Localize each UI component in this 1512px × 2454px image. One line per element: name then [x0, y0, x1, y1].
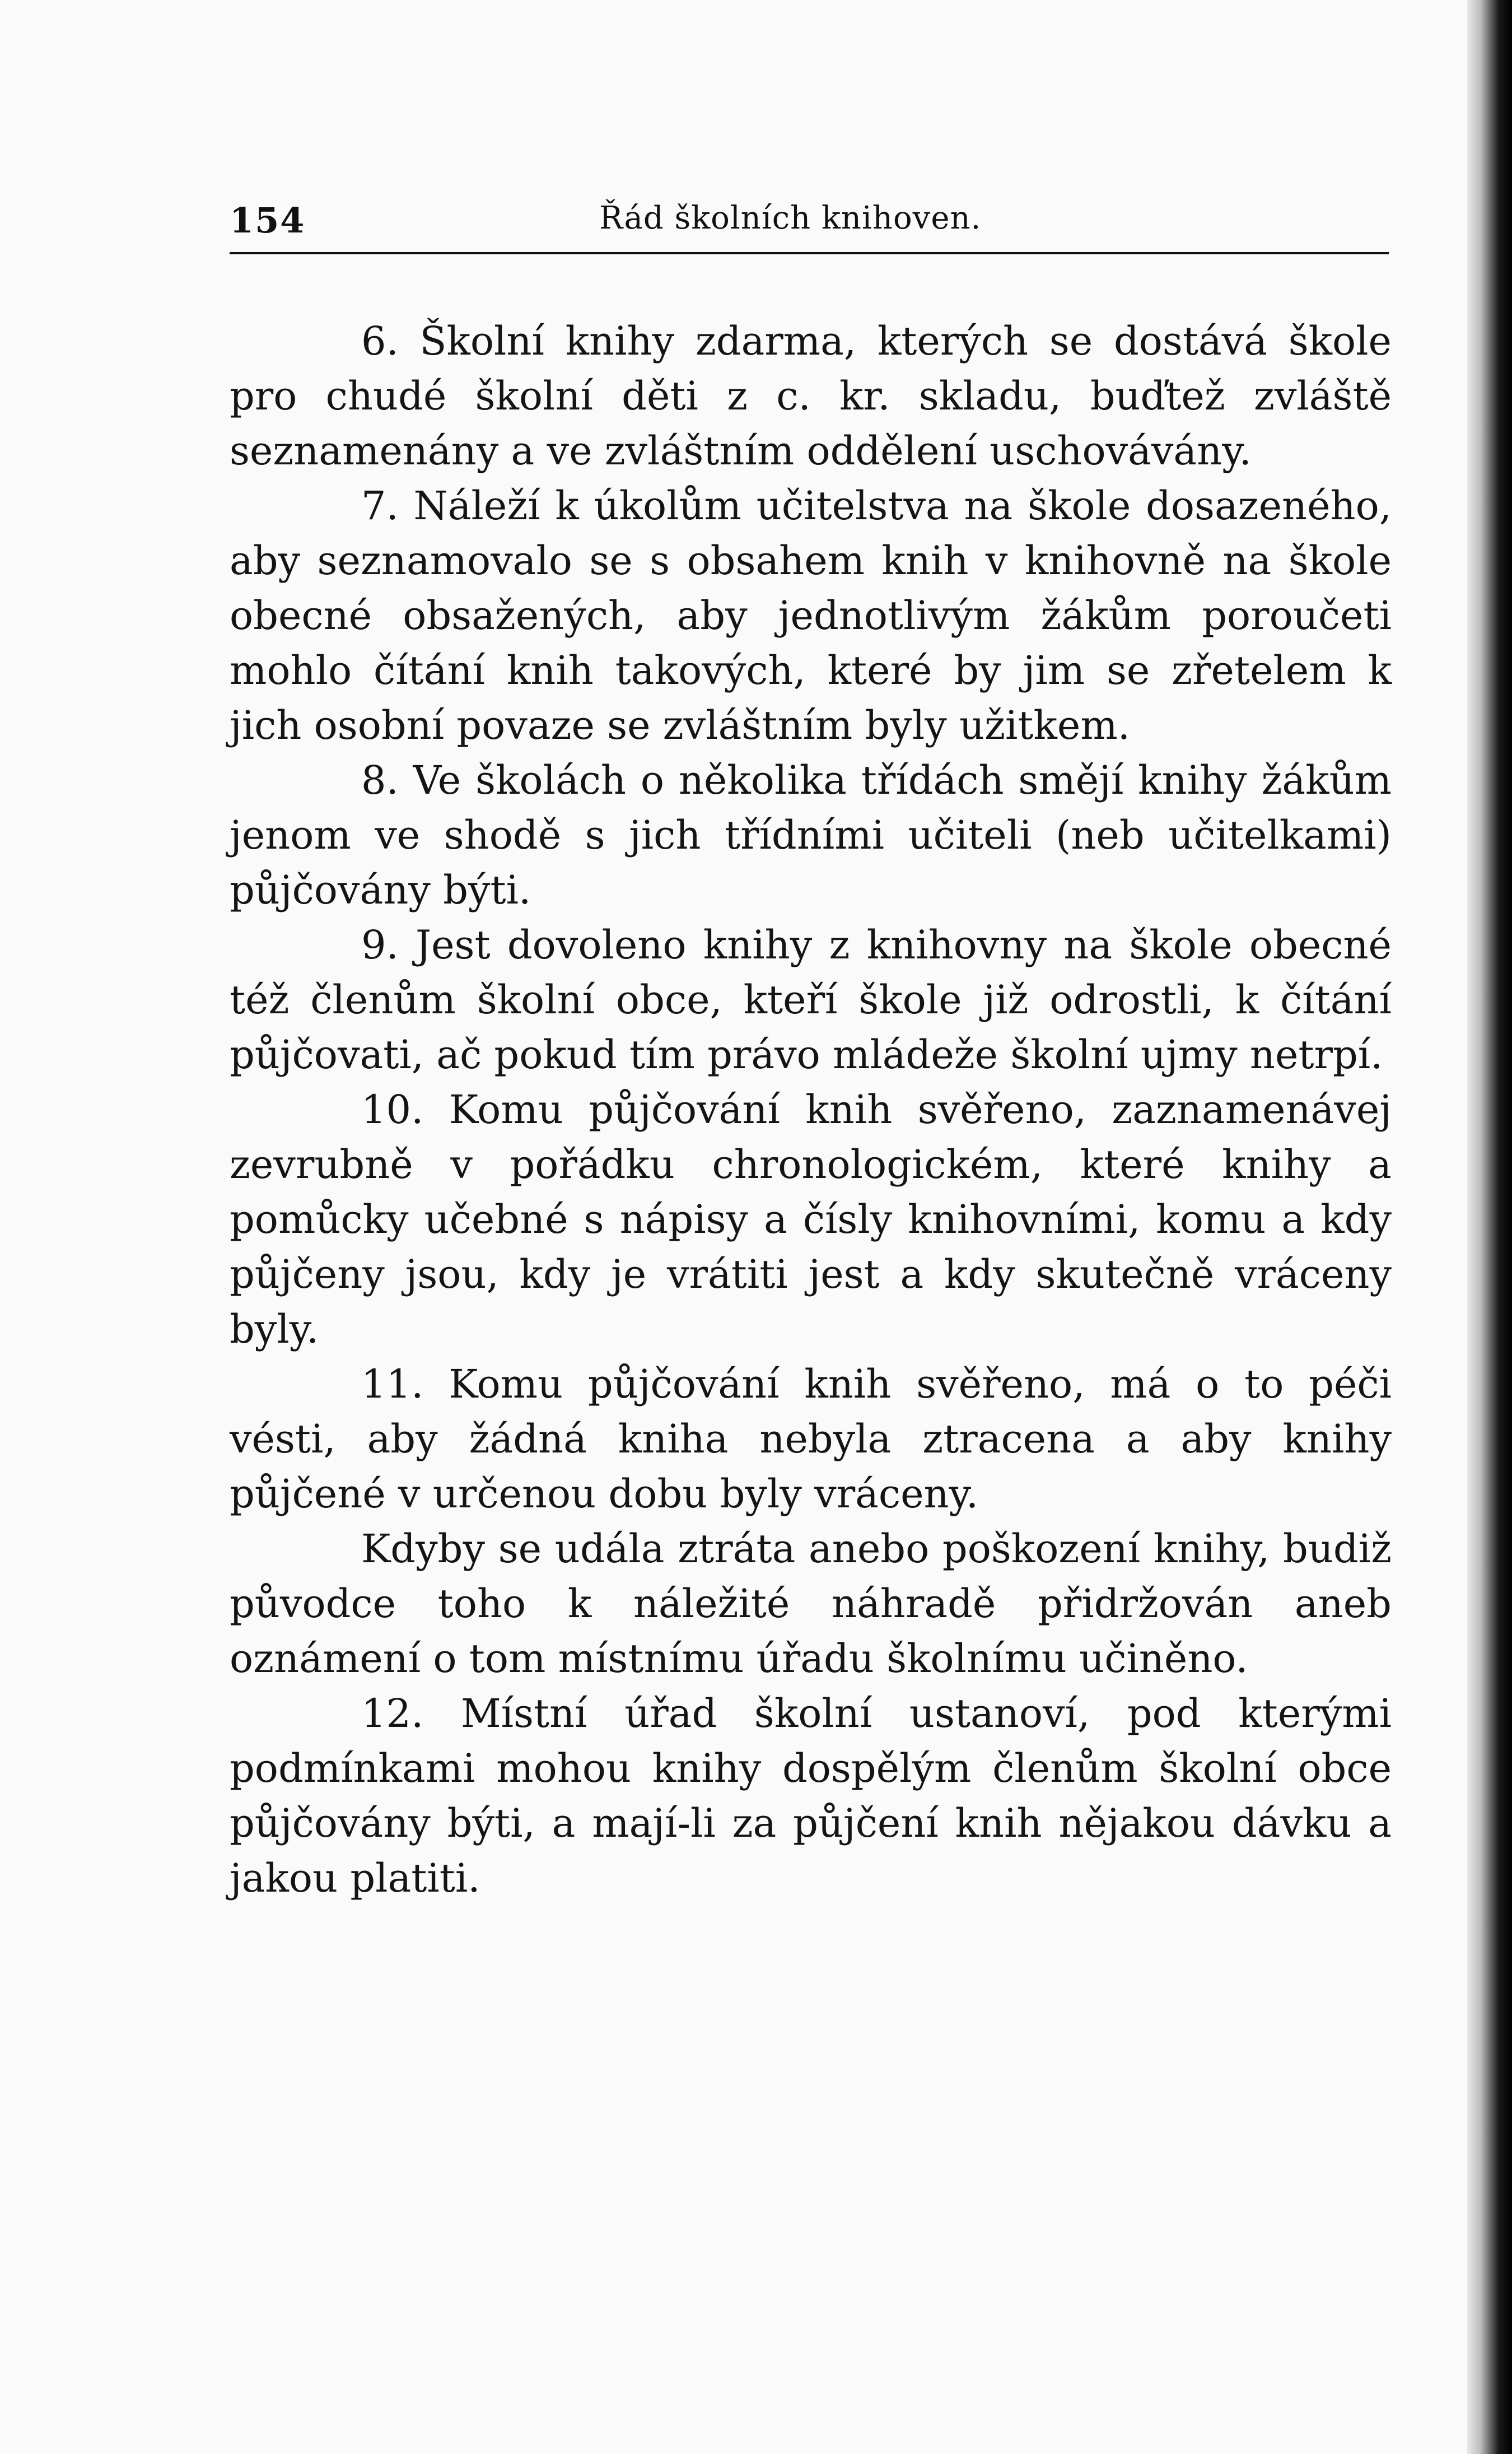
scan-page-edge — [1467, 0, 1512, 2454]
running-head — [230, 193, 1389, 255]
paragraph-12: 12. Místní úřad školní ustanoví, pod kterými podmínkami mohou knihy dospělým členům školní obce půjčovány býti, a mají-li za půjčení knih nějakou dávku a jakou platiti. — [230, 1691, 1392, 1901]
paragraph-6: 6. Školní knihy zdarma, kterých se dostává škole pro chudé školní děti z c. kr. skladu, buďtež zvláště seznamenány a ve zvláštním oddělení uschovávány. — [230, 318, 1392, 474]
paragraph-11: 11. Komu půjčování knih svěřeno, má o to péči vésti, aby žádná kniha nebyla ztracena a aby knihy půjčené v určenou dobu byly vráceny. — [230, 1361, 1392, 1517]
header-rule — [230, 252, 1389, 254]
page-number: 154 — [230, 200, 306, 241]
paragraph-7: 7. Náleží k úkolům učitelstva na škole dosazeného, aby seznamovalo se s obsahem knih v knihovně na škole obecné obsažených, aby jednotlivým žákům poroučeti mohlo čítání knih takových, které by jim se zřetelem k jich osobní povaze se zvláštním byly užitkem. — [230, 483, 1392, 748]
paragraph-9: 9. Jest dovoleno knihy z knihovny na škole obecné též členům školní obce, kteří škole již odrostli, k čítání půjčovati, ač pokud tím právo mládeže školní ujmy netrpí. — [230, 922, 1392, 1078]
paragraph-10: 10. Komu půjčování knih svěřeno, zaznamenávej zevrubně v pořádku chronologickém, které knihy a pomůcky učebné s nápisy a čísly knihovními, komu a kdy půjčeny jsou, kdy je vrátiti jest a kdy skutečně vráceny byly. — [230, 1087, 1392, 1352]
running-title: Řád školních knihoven. — [599, 200, 982, 236]
paragraph-11-continued: Kdyby se udála ztráta anebo poškození knihy, budiž původce toho k náležité náhradě přidržován aneb oznámení o tom místnímu úřadu školnímu učiněno. — [230, 1526, 1392, 1682]
body-text — [230, 314, 1392, 1906]
paragraph-8: 8. Ve školách o několika třídách smějí knihy žákům jenom ve shodě s jich třídními učiteli (neb učitelkami) půjčovány býti. — [230, 757, 1392, 913]
